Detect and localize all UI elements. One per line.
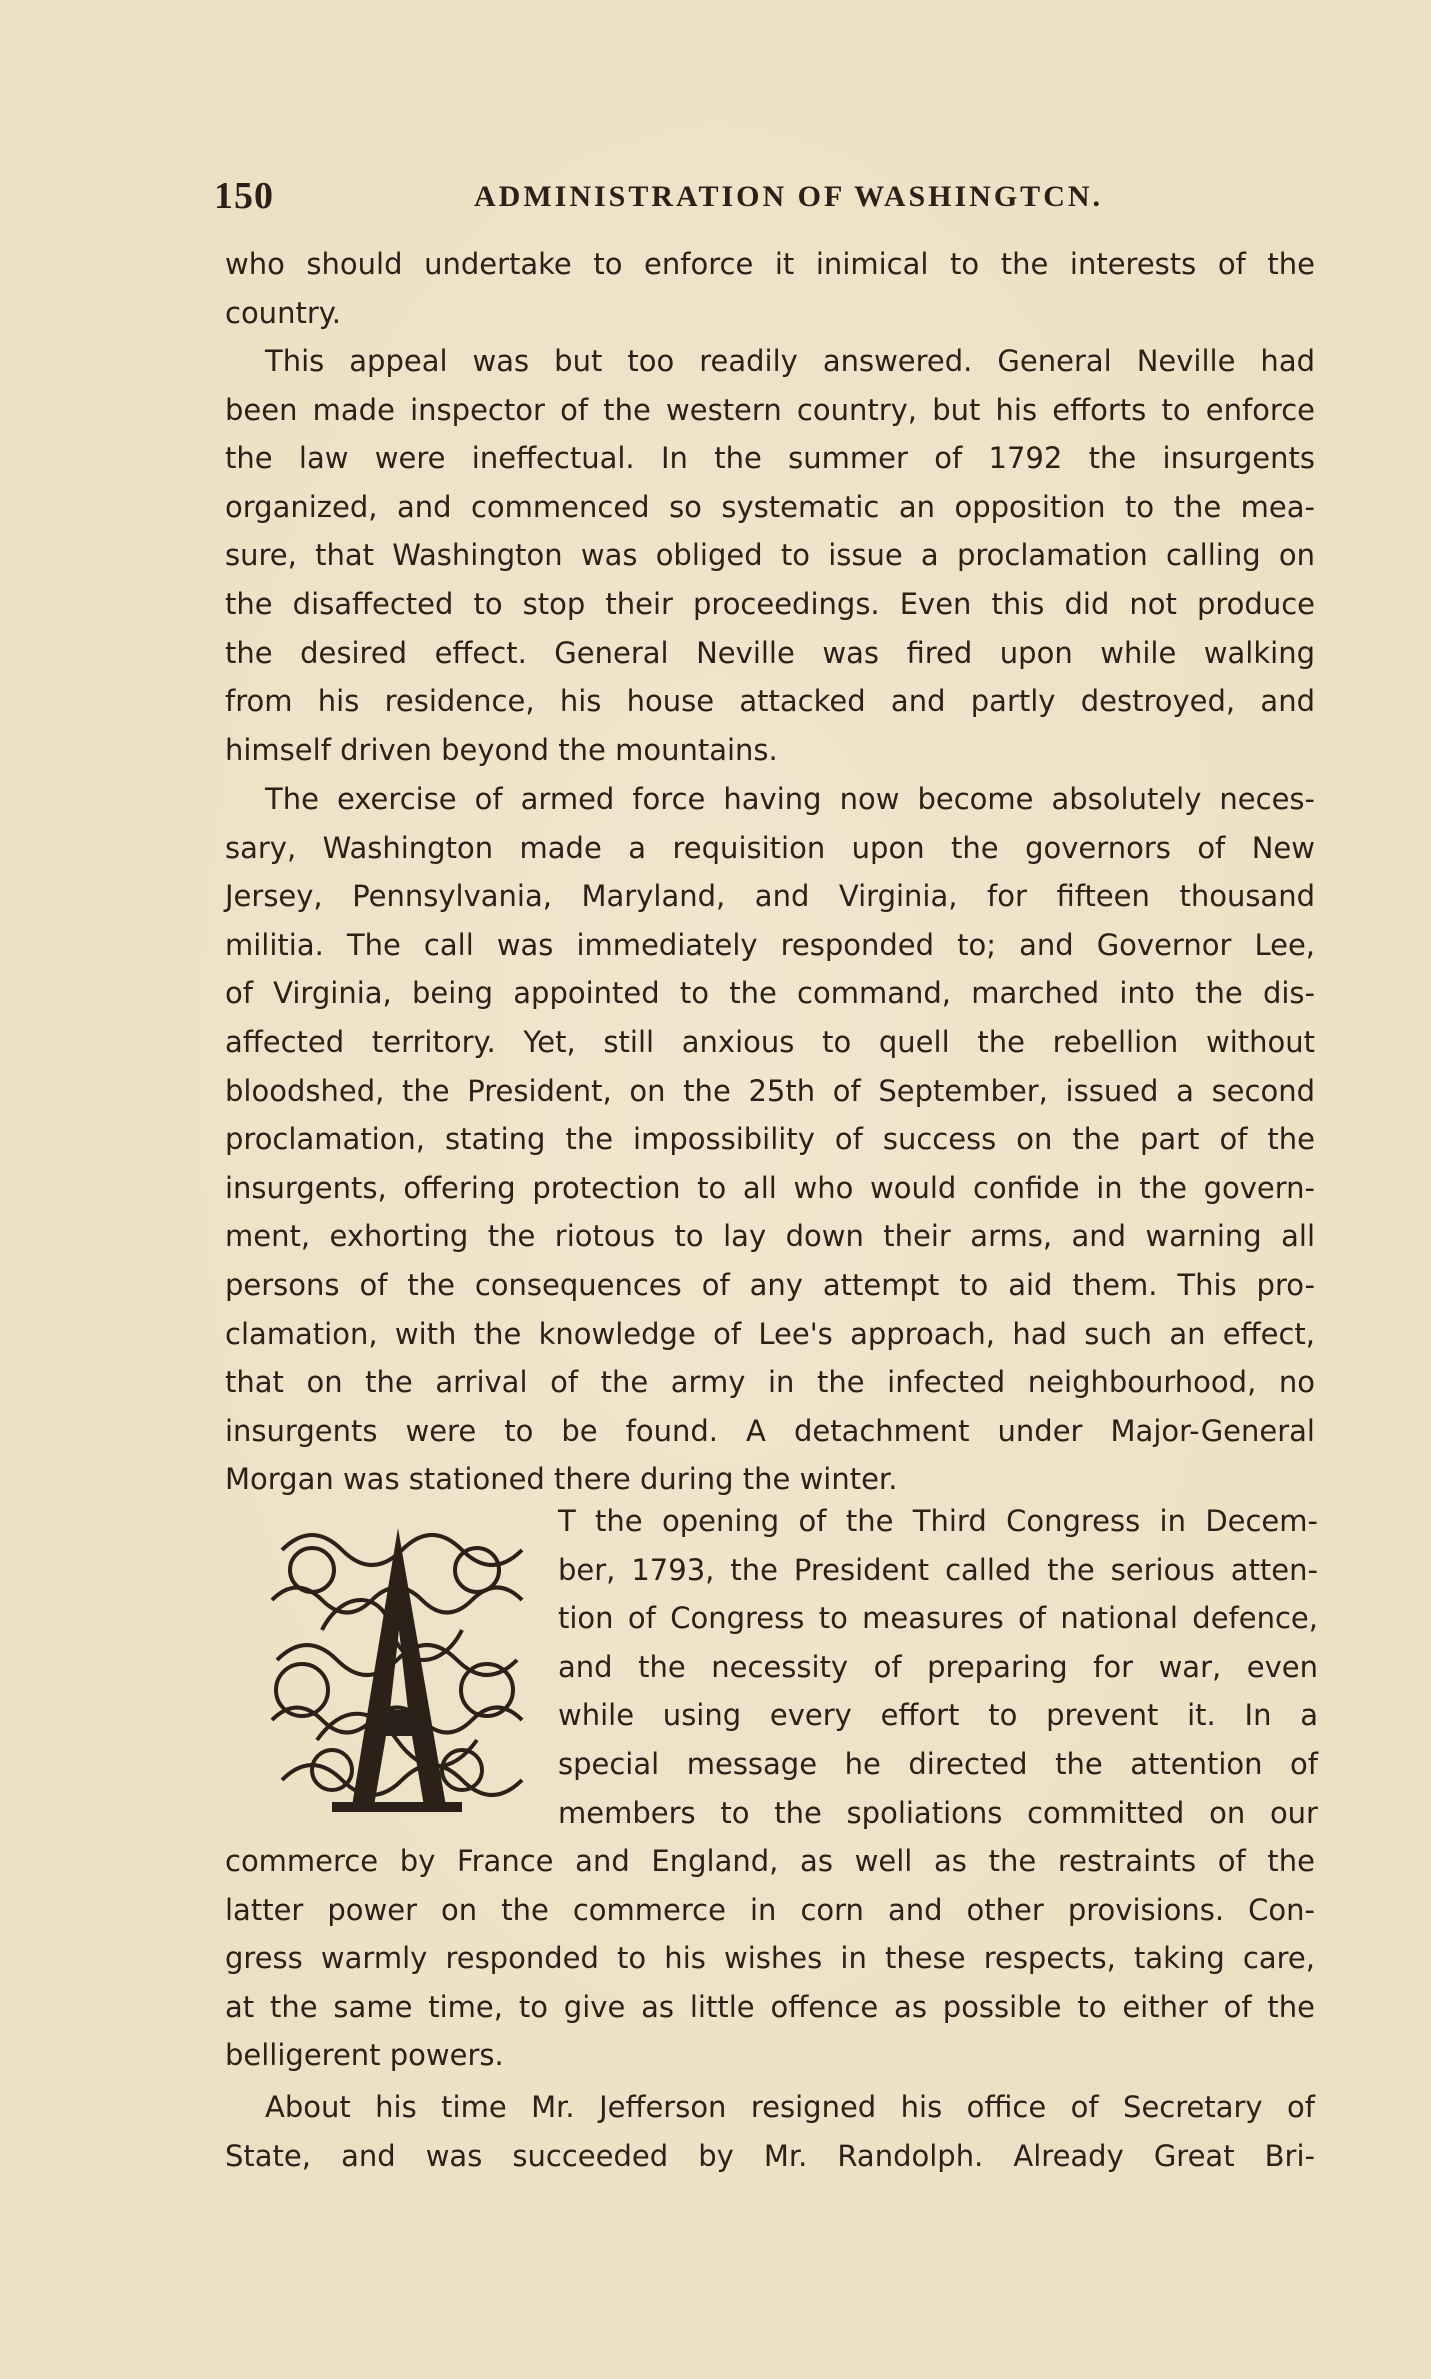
text-line: organized, and commenced so systematic an opposition to the mea- (225, 489, 1315, 524)
text-line: insurgents, offering protection to all who would confide in the govern- (225, 1170, 1315, 1205)
text-line: militia. The call was immediately responded to; and Governor Lee, (225, 927, 1315, 962)
text-line: State, and was succeeded by Mr. Randolph. Already Great Bri- (225, 2138, 1315, 2173)
text-line: while using every effort to prevent it. In a (558, 1698, 1318, 1733)
text-line: persons of the consequences of any attempt to aid them. This pro- (225, 1267, 1315, 1302)
text-line: Morgan was stationed there during the winter. (225, 1462, 898, 1497)
paragraph-neville (225, 337, 1315, 774)
text-line: belligerent powers. (225, 2038, 504, 2073)
text-line: bloodshed, the President, on the 25th of September, issued a second (225, 1073, 1315, 1108)
text-line: The exercise of armed force having now become absolutely neces- (265, 782, 1315, 816)
text-line: ber, 1793, the President called the serious atten- (558, 1552, 1318, 1587)
text-line: who should undertake to enforce it inimical to the interests of the (225, 247, 1315, 281)
text-line: himself driven beyond the mountains. (225, 732, 778, 767)
text-line: Jersey, Pennsylvania, Maryland, and Virginia, for fifteen thousand (225, 879, 1315, 914)
text-line: country. (225, 295, 341, 330)
text-line: T the opening of the Third Congress in Decem- (558, 1504, 1318, 1538)
text-line: proclamation, stating the impossibility of success on the part of the (225, 1122, 1315, 1157)
text-line: the law were ineffectual. In the summer of 1792 the insurgents (225, 441, 1315, 476)
paragraph-jefferson (225, 2083, 1315, 2180)
text-line: insurgents were to be found. A detachment under Major-General (225, 1413, 1315, 1448)
text-line: the disaffected to stop their proceedings. Even this did not produce (225, 586, 1315, 621)
text-line: sary, Washington made a requisition upon the governors of New (225, 830, 1315, 865)
text-line: the desired effect. General Neville was fired upon while walking (225, 635, 1315, 670)
text-line: that on the arrival of the army in the infected neighbourhood, no (225, 1365, 1315, 1400)
running-title: ADMINISTRATION OF WASHINGTCN. (474, 180, 1104, 213)
text-line: been made inspector of the western country, but his efforts to enforce (225, 392, 1315, 427)
text-line: About his time Mr. Jefferson resigned his office of Secretary of (265, 2090, 1315, 2124)
text-line: at the same time, to give as little offence as possible to either of the (225, 1989, 1315, 2024)
text-line: of Virginia, being appointed to the command, marched into the dis- (225, 976, 1315, 1011)
paragraph-continuation (225, 240, 1315, 337)
paragraph-third-congress-continued (225, 1837, 1315, 2080)
page-number: 150 (214, 175, 274, 217)
text-line: tion of Congress to measures of national defence, (558, 1601, 1318, 1636)
text-line: commerce by France and England, as well as the restraints of the (225, 1844, 1315, 1878)
text-line: and the necessity of preparing for war, even (558, 1649, 1318, 1684)
text-line: from his residence, his house attacked and partly destroyed, and (225, 684, 1315, 719)
paragraph-third-congress (558, 1497, 1318, 1837)
paragraph-armed-force (225, 775, 1315, 1504)
text-line: members to the spoliations committed on our (558, 1795, 1318, 1830)
text-line: clamation, with the knowledge of Lee's approach, had such an effect, (225, 1316, 1315, 1351)
text-line: latter power on the commerce in corn and other provisions. Con- (225, 1892, 1315, 1927)
text-line: affected territory. Yet, still anxious to quell the rebellion without (225, 1024, 1315, 1059)
text-line: special message he directed the attention of (558, 1746, 1318, 1781)
text-line: sure, that Washington was obliged to issue a proclamation calling on (225, 538, 1315, 573)
text-line: ment, exhorting the riotous to lay down their arms, and warning all (225, 1219, 1315, 1254)
text-line: gress warmly responded to his wishes in these respects, taking care, (225, 1941, 1315, 1976)
running-head (214, 170, 1324, 218)
text-line: This appeal was but too readily answered. General Neville had (265, 344, 1315, 378)
ornamental-letter-a-icon (262, 1510, 534, 1822)
